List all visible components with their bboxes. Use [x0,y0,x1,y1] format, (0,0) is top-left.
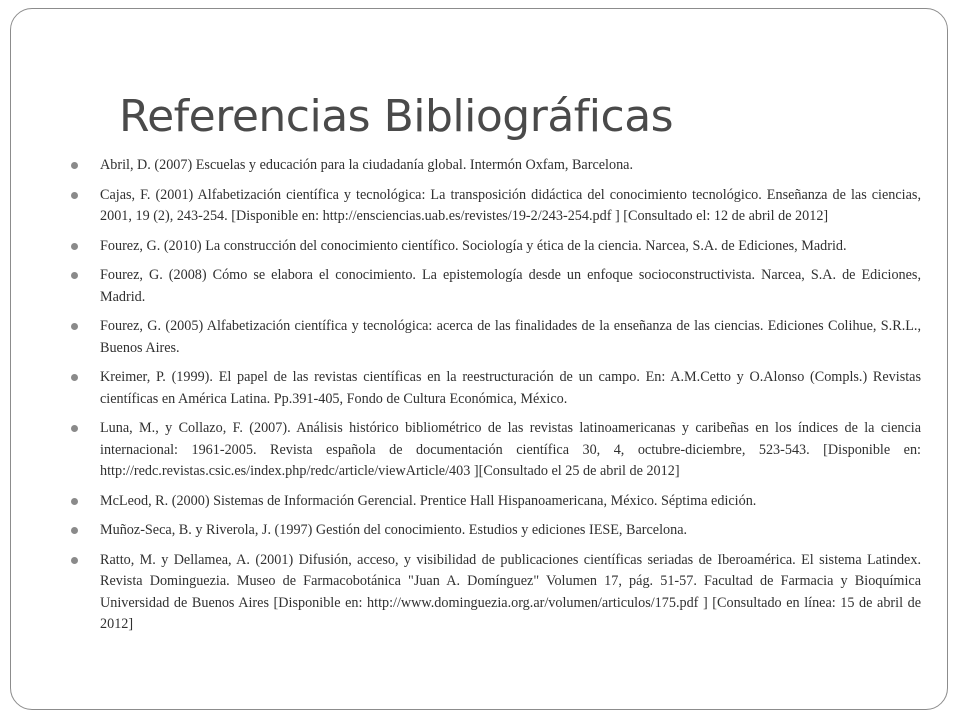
reference-text: Fourez, G. (2005) Alfabetización científica y tecnológica: acerca de las finalidades de la enseñanza de las ciencias. Ediciones Colihue, S.R.L., Buenos Aires. [100,318,921,356]
reference-item [71,520,921,542]
bullet-icon [71,425,78,432]
reference-item [71,185,921,228]
reference-text: Muñoz-Seca, B. y Riverola, J. (1997) Gestión del conocimiento. Estudios y ediciones IESE, Barcelona. [100,522,688,538]
reference-text: Fourez, G. (2010) La construcción del conocimiento científico. Sociología y ética de la ciencia. Narcea, S.A. de Ediciones, Madrid. [100,237,847,254]
bullet-icon [71,557,78,564]
reference-list [71,155,921,644]
reference-text: Ratto, M. y Dellamea, A. (2001) Difusión, acceso, y visibilidad de publicaciones científicas seriadas de Iberoamérica. El sistema Latindex. Revista Dominguezia. Museo de Farmacobotánica "Juan A. Domínguez" Volumen 17, pág. 51-57. Facultad de Farmacia y Bioquímica Universidad de Buenos Aires [Disponible en: http://www.dominguezia.org.ar/volumen/articulos/175.pdf ] [Consultado en línea: 15 de abril de 2012] [100,551,921,632]
reference-item [71,316,921,359]
reference-item [71,418,921,483]
bullet-icon [71,374,78,381]
reference-item [71,550,921,636]
reference-text: Cajas, F. (2001) Alfabetización científica y tecnológica: La transposición didáctica del conocimiento tecnológico. Enseñanza de las ciencias, 2001, 19 (2), 243-254. [Disponible en: http://ensciencias.uab.es/revistes/19-2/243-254.pdf ] [Consultado el: 12 de abril de 2012] [100,186,921,224]
bullet-icon [71,272,78,279]
slide-title: Referencias Bibliográficas [119,91,674,142]
bullet-icon [71,498,78,505]
reference-text: Fourez, G. (2008) Cómo se elabora el conocimiento. La epistemología desde un enfoque socioconstructivista. Narcea, S.A. de Ediciones, Madrid. [100,267,921,305]
reference-text: Kreimer, P. (1999). El papel de las revistas científicas en la reestructuración de un campo. En: A.M.Cetto y O.Alonso (Compls.) Revistas científicas en América Latina. Pp.391-405, Fondo de Cultura Económica, México. [100,369,921,407]
reference-item [71,265,921,308]
reference-item [71,491,921,513]
reference-item [71,155,921,177]
slide-frame [10,8,948,710]
bullet-icon [71,162,78,169]
bullet-icon [71,527,78,534]
reference-item [71,367,921,410]
bullet-icon [71,243,78,250]
reference-text: Abril, D. (2007) Escuelas y educación para la ciudadanía global. Intermón Oxfam, Barcelona. [100,157,634,173]
reference-item [71,236,921,258]
bullet-icon [71,323,78,330]
bullet-icon [71,192,78,199]
reference-text: Luna, M., y Collazo, F. (2007). Análisis histórico bibliométrico de las revistas latinoamericanas y caribeñas en los índices de la ciencia internacional: 1961-2005. Revista española de documentación científica 30, 4, octubre-diciembre, 523-543. [Disponible en: http://redc.revistas.csic.es/index.php/redc/article/viewArticle/403 ][Consultado el 25 de abril de 2012] [100,420,921,479]
reference-text: McLeod, R. (2000) Sistemas de Información Gerencial. Prentice Hall Hispanoamericana, México. Séptima edición. [100,492,757,509]
